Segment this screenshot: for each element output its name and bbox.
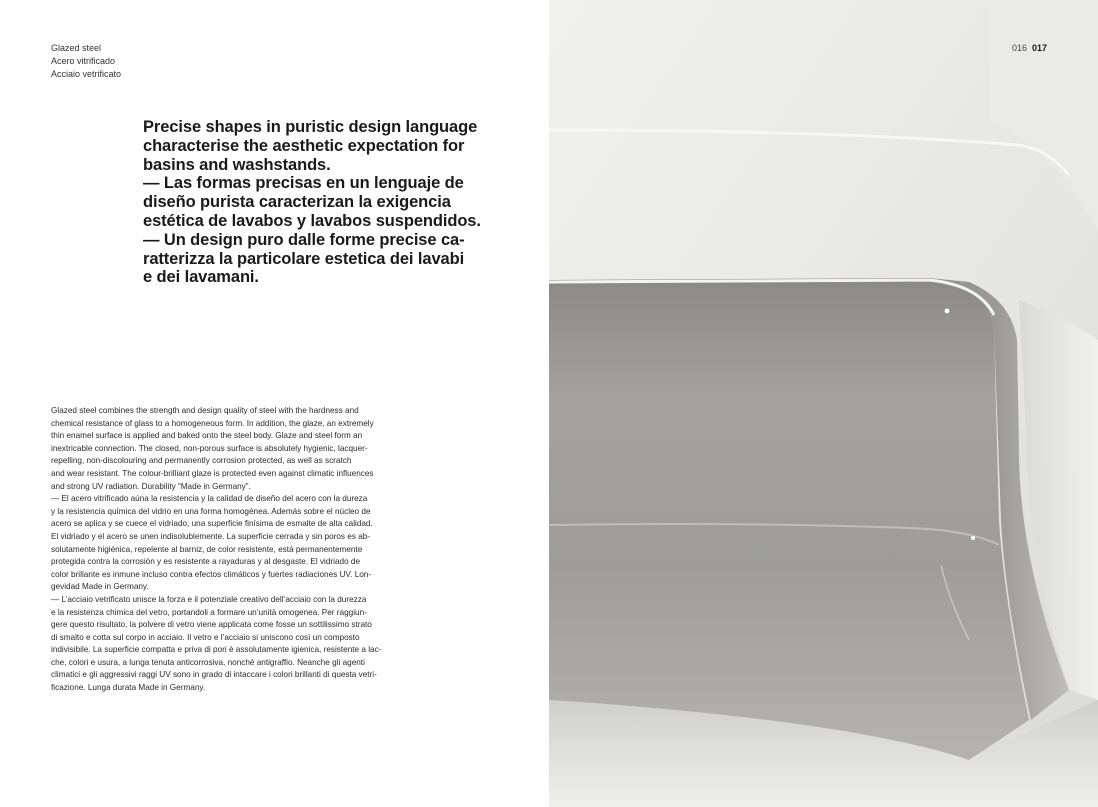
body-line: protegida contra la corrosión y es resistente a rayaduras y al desgaste. El vidriado de [51,557,361,567]
body-line: Glazed steel combines the strength and design quality of steel with the hardness and [51,406,359,415]
body-line: gevidad Made in Germany. [51,582,149,592]
body-line: and strong UV radiation. Durability “Made in Germany”. [51,481,251,491]
body-line: che, colori e usura, a lunga tenuta anticorrosiva, nonché antigraffio. Neanche gli agenti [51,657,365,667]
body-line: color brillante es inmune incluso contra efectos climáticos y fuertes radiaciones UV. Lon- [51,569,372,579]
headline-line: — Las formas precisas en un lenguaje de [143,174,464,193]
body-line: acero se aplica y se cuece el vidriado, una superficie finísima de esmalte de alta calidad. [51,519,373,529]
body-line: thin enamel surface is applied and baked onto the steel body. Glaze and steel form an [51,431,363,441]
headline-line: basins and washstands. [143,155,331,174]
section-label-en: Glazed steel [51,43,102,53]
body-line: — El acero vitrificado aúna la resistencia y la calidad de diseño del acero con la dureza [51,494,368,504]
basin-photo [549,0,1098,807]
headline-line: characterise the aesthetic expectation for [143,136,465,155]
headline-line: — Un design puro dalle forme precise ca- [143,230,465,249]
body-line: ficazione. Lunga durata Made in Germany. [51,683,206,693]
headline-line: Precise shapes in puristic design language [143,118,478,136]
body-line: solutamente higiénica, repelente al barniz, de color resistente, está permanentemente [51,544,363,554]
body-line: repelling, non-discolouring and permanently corrosion protected, as well as scratch [51,456,352,466]
headline-line: diseño purista caracterizan la exigencia [143,193,451,212]
body-text [51,405,411,695]
page-numbers [1012,42,1047,55]
page-number-right: 017 [1031,43,1047,53]
body-line: inextricable connection. The closed, non-porous surface is absolutely hygienic, lacquer- [51,443,368,453]
body-line: chemical resistance of glass to a homogeneous form. In addition, the glaze, an extremely [51,418,374,428]
headline [143,118,503,287]
headline-line: e dei lavamani. [143,268,259,287]
body-line: and wear resistant. The colour-brilliant glaze is protected even against climatic influences [51,468,374,478]
body-line: gere questo risultato, la polvere di vetro viene applicata come fosse un sottilissimo strato [51,620,372,630]
headline-line: ratterizza la particolare estetica dei lavabi [143,249,465,268]
body-line: y la resistencia química del vidrio en una forma homogénea. Además sobre el núcleo de [51,506,371,516]
section-label [51,42,121,81]
page-number-left: 016 [1011,43,1027,53]
body-line: di smalto e cotta sul corpo in acciaio. Il vetro e l’acciaio si uniscono così un composto [51,632,360,642]
right-page [549,0,1098,807]
section-label-it: Acciaio vetrificato [51,69,122,79]
body-line: climatici e gli aggressivi raggi UV sono in grado di intaccare i colori brillanti di questa vetri- [51,670,377,680]
headline-line: estética de lavabos y lavabos suspendidos. [143,211,481,230]
body-line: El vidriado y el acero se unen indisolublemente. La superficie cerrada y sin poros es ab- [51,531,371,541]
section-label-es: Acero vitrificado [51,56,116,66]
body-line: e la resistenza chimica del vetro, portandoli a formare un’unità omogenea. Per raggiun- [51,607,367,617]
body-line: indivisibile. La superficie compatta e priva di pori è assolutamente igienica, resistente a lac- [51,645,382,655]
body-line: — L’acciaio vetrificato unisce la forza e il potenziale creativo dell’acciaio con la durezza [51,594,367,604]
